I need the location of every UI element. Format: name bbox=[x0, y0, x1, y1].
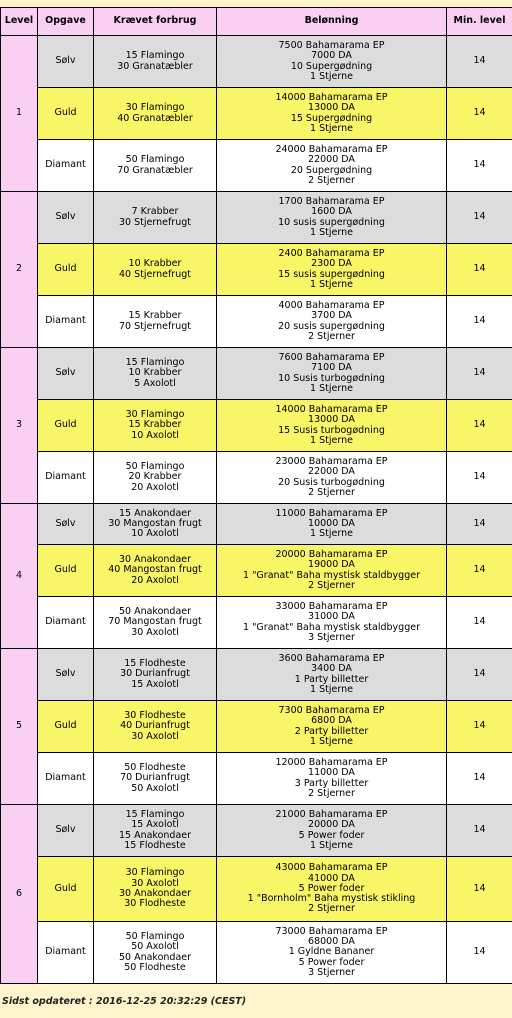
task-cell: Sølv bbox=[38, 192, 94, 244]
task-cell: Diamant bbox=[38, 597, 94, 649]
table-row bbox=[1, 192, 512, 244]
requirement-cell: 50 Anakondaer 70 Mangostan frugt 30 Axolotl bbox=[94, 597, 217, 649]
requirement-cell: 30 Anakondaer 40 Mangostan frugt 20 Axolotl bbox=[94, 545, 217, 597]
task-cell: Guld bbox=[38, 701, 94, 753]
table-row bbox=[1, 348, 512, 400]
header-opgave: Opgave bbox=[38, 8, 94, 36]
reward-cell: 43000 Bahamarama EP 41000 DA 5 Power foder 1 "Bornholm" Baha mystisk stikling 2 Stjerner bbox=[217, 857, 447, 922]
requirement-cell: 30 Flamingo 15 Krabber 10 Axolotl bbox=[94, 400, 217, 452]
requirement-cell: 7 Krabber 30 Stjernefrugt bbox=[94, 192, 217, 244]
min-level-cell: 14 bbox=[447, 140, 512, 192]
min-level-cell: 14 bbox=[447, 805, 512, 857]
min-level-cell: 14 bbox=[447, 88, 512, 140]
min-level-cell: 14 bbox=[447, 192, 512, 244]
task-cell: Guld bbox=[38, 857, 94, 922]
table-row bbox=[1, 857, 512, 922]
reward-cell: 20000 Bahamarama EP 19000 DA 1 "Granat" Baha mystisk staldbygger 2 Stjerner bbox=[217, 545, 447, 597]
requirement-cell: 15 Flamingo 15 Axolotl 15 Anakondaer 15 Flodheste bbox=[94, 805, 217, 857]
table-row bbox=[1, 88, 512, 140]
task-cell: Sølv bbox=[38, 805, 94, 857]
level-cell: 6 bbox=[1, 805, 38, 984]
min-level-cell: 14 bbox=[447, 504, 512, 545]
min-level-cell: 14 bbox=[447, 597, 512, 649]
table-row bbox=[1, 400, 512, 452]
requirement-cell: 30 Flodheste 40 Durianfrugt 30 Axolotl bbox=[94, 701, 217, 753]
task-cell: Diamant bbox=[38, 140, 94, 192]
reward-cell: 2400 Bahamarama EP 2300 DA 15 susis supergødning 1 Stjerne bbox=[217, 244, 447, 296]
task-cell: Sølv bbox=[38, 649, 94, 701]
requirement-cell: 50 Flamingo 50 Axolotl 50 Anakondaer 50 Flodheste bbox=[94, 922, 217, 984]
table-row bbox=[1, 922, 512, 984]
reward-cell: 14000 Bahamarama EP 13000 DA 15 Susis turbogødning 1 Stjerne bbox=[217, 400, 447, 452]
header-row bbox=[1, 8, 512, 36]
requirement-cell: 30 Flamingo 40 Granatæbler bbox=[94, 88, 217, 140]
min-level-cell: 14 bbox=[447, 296, 512, 348]
requirement-cell: 50 Flamingo 20 Krabber 20 Axolotl bbox=[94, 452, 217, 504]
min-level-cell: 14 bbox=[447, 36, 512, 88]
requirement-cell: 15 Krabber 70 Stjernefrugt bbox=[94, 296, 217, 348]
reward-cell: 7500 Bahamarama EP 7000 DA 10 Supergødning 1 Stjerne bbox=[217, 36, 447, 88]
task-cell: Diamant bbox=[38, 452, 94, 504]
level-cell: 1 bbox=[1, 36, 38, 192]
min-level-cell: 14 bbox=[447, 922, 512, 984]
table-row bbox=[1, 701, 512, 753]
task-cell: Guld bbox=[38, 545, 94, 597]
task-cell: Guld bbox=[38, 88, 94, 140]
table-row bbox=[1, 545, 512, 597]
table-row bbox=[1, 649, 512, 701]
reward-cell: 11000 Bahamarama EP 10000 DA 1 Stjerne bbox=[217, 504, 447, 545]
table-row bbox=[1, 140, 512, 192]
task-cell: Diamant bbox=[38, 922, 94, 984]
min-level-cell: 14 bbox=[447, 545, 512, 597]
min-level-cell: 14 bbox=[447, 244, 512, 296]
requirement-cell: 10 Krabber 40 Stjernefrugt bbox=[94, 244, 217, 296]
requirement-cell: 50 Flodheste 70 Durianfrugt 50 Axolotl bbox=[94, 753, 217, 805]
task-cell: Sølv bbox=[38, 36, 94, 88]
task-cell: Diamant bbox=[38, 296, 94, 348]
table-row bbox=[1, 452, 512, 504]
min-level-cell: 14 bbox=[447, 348, 512, 400]
header-min-level: Min. level bbox=[447, 8, 512, 36]
reward-cell: 4000 Bahamarama EP 3700 DA 20 susis supergødning 2 Stjerner bbox=[217, 296, 447, 348]
requirement-cell: 15 Flamingo 30 Granatæbler bbox=[94, 36, 217, 88]
reward-cell: 3600 Bahamarama EP 3400 DA 1 Party billetter 1 Stjerne bbox=[217, 649, 447, 701]
task-cell: Guld bbox=[38, 400, 94, 452]
min-level-cell: 14 bbox=[447, 452, 512, 504]
reward-cell: 1700 Bahamarama EP 1600 DA 10 susis supergødning 1 Stjerne bbox=[217, 192, 447, 244]
level-cell: 2 bbox=[1, 192, 38, 348]
reward-cell: 23000 Bahamarama EP 22000 DA 20 Susis turbogødning 2 Stjerner bbox=[217, 452, 447, 504]
requirement-cell: 30 Flamingo 30 Axolotl 30 Anakondaer 30 Flodheste bbox=[94, 857, 217, 922]
table-row bbox=[1, 504, 512, 545]
last-updated: Sidst opdateret : 2016-12-25 20:32:29 (CEST) bbox=[2, 996, 247, 1007]
table-row bbox=[1, 805, 512, 857]
level-cell: 4 bbox=[1, 504, 38, 649]
reward-cell: 7300 Bahamarama EP 6800 DA 2 Party billetter 1 Stjerne bbox=[217, 701, 447, 753]
rewards-table bbox=[0, 7, 512, 984]
min-level-cell: 14 bbox=[447, 701, 512, 753]
reward-cell: 21000 Bahamarama EP 20000 DA 5 Power foder 1 Stjerne bbox=[217, 805, 447, 857]
task-cell: Diamant bbox=[38, 753, 94, 805]
table-row bbox=[1, 244, 512, 296]
requirement-cell: 15 Anakondaer 30 Mangostan frugt 10 Axolotl bbox=[94, 504, 217, 545]
requirement-cell: 15 Flodheste 30 Durianfrugt 15 Axolotl bbox=[94, 649, 217, 701]
level-cell: 3 bbox=[1, 348, 38, 504]
reward-cell: 14000 Bahamarama EP 13000 DA 15 Supergødning 1 Stjerne bbox=[217, 88, 447, 140]
header-forbrug: Krævet forbrug bbox=[94, 8, 217, 36]
min-level-cell: 14 bbox=[447, 400, 512, 452]
task-cell: Sølv bbox=[38, 504, 94, 545]
min-level-cell: 14 bbox=[447, 857, 512, 922]
min-level-cell: 14 bbox=[447, 649, 512, 701]
reward-cell: 33000 Bahamarama EP 31000 DA 1 "Granat" Baha mystisk staldbygger 3 Stjerner bbox=[217, 597, 447, 649]
task-cell: Guld bbox=[38, 244, 94, 296]
requirement-cell: 15 Flamingo 10 Krabber 5 Axolotl bbox=[94, 348, 217, 400]
reward-cell: 7600 Bahamarama EP 7100 DA 10 Susis turbogødning 1 Stjerne bbox=[217, 348, 447, 400]
table-row bbox=[1, 36, 512, 88]
task-cell: Sølv bbox=[38, 348, 94, 400]
table-row bbox=[1, 597, 512, 649]
level-cell: 5 bbox=[1, 649, 38, 805]
table-body bbox=[1, 36, 512, 984]
header-level: Level bbox=[1, 8, 38, 36]
min-level-cell: 14 bbox=[447, 753, 512, 805]
table-row bbox=[1, 753, 512, 805]
requirement-cell: 50 Flamingo 70 Granatæbler bbox=[94, 140, 217, 192]
reward-cell: 12000 Bahamarama EP 11000 DA 3 Party billetter 2 Stjerner bbox=[217, 753, 447, 805]
reward-cell: 24000 Bahamarama EP 22000 DA 20 Supergødning 2 Stjerner bbox=[217, 140, 447, 192]
header-belonning: Belønning bbox=[217, 8, 447, 36]
reward-cell: 73000 Bahamarama EP 68000 DA 1 Gyldne Bananer 5 Power foder 3 Stjerner bbox=[217, 922, 447, 984]
table-row bbox=[1, 296, 512, 348]
